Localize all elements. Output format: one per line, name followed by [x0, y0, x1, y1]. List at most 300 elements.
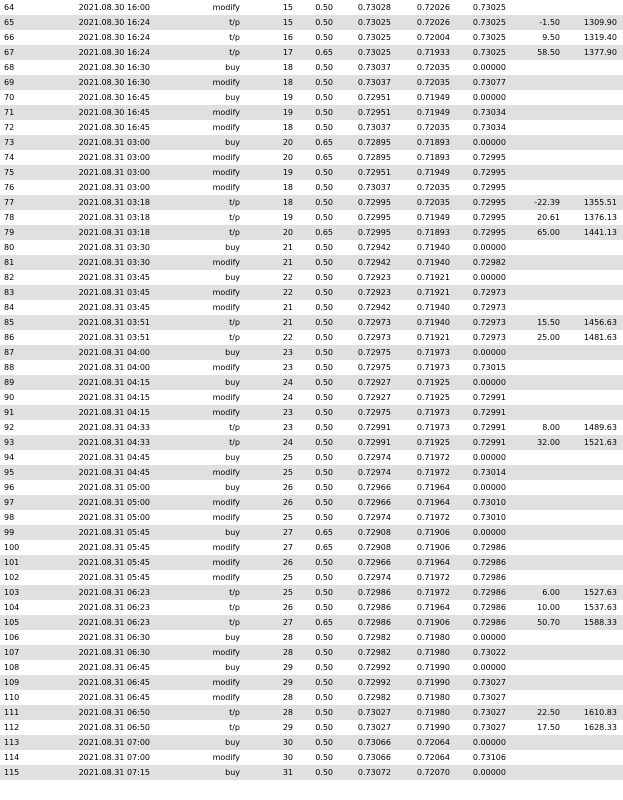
profit-cell: [510, 285, 564, 300]
type-cell: modify: [154, 405, 245, 420]
ticket-cell: 23: [245, 405, 301, 420]
price-cell: 0.72975: [338, 360, 395, 375]
profit-cell: [510, 135, 564, 150]
order-number: 67: [0, 45, 50, 60]
table-row: [0, 360, 623, 375]
sl-cell: 0.71964: [395, 555, 454, 570]
sl-cell: 0.72026: [395, 0, 454, 15]
profit-cell: [510, 495, 564, 510]
time-cell: 2021.08.31 03:51: [50, 315, 154, 330]
table-row: [0, 540, 623, 555]
sl-cell: 0.71980: [395, 630, 454, 645]
profit-cell: 20.61: [510, 210, 564, 225]
size-cell: 0.50: [301, 585, 338, 600]
balance-cell: [564, 90, 623, 105]
sl-cell: 0.71972: [395, 570, 454, 585]
type-cell: t/p: [154, 45, 245, 60]
size-cell: 0.50: [301, 690, 338, 705]
order-number: 86: [0, 330, 50, 345]
sl-cell: 0.71972: [395, 450, 454, 465]
price-cell: 0.72895: [338, 150, 395, 165]
table-row: [0, 105, 623, 120]
price-cell: 0.73066: [338, 735, 395, 750]
balance-cell: [564, 240, 623, 255]
balance-cell: 1610.83: [564, 705, 623, 720]
type-cell: buy: [154, 735, 245, 750]
time-cell: 2021.08.30 16:30: [50, 60, 154, 75]
tp-cell: 0.73025: [454, 45, 510, 60]
tp-cell: 0.00000: [454, 765, 510, 780]
size-cell: 0.50: [301, 120, 338, 135]
table-row: [0, 495, 623, 510]
type-cell: modify: [154, 150, 245, 165]
sl-cell: 0.71925: [395, 390, 454, 405]
time-cell: 2021.08.31 03:18: [50, 210, 154, 225]
tp-cell: 0.72995: [454, 150, 510, 165]
size-cell: 0.50: [301, 660, 338, 675]
order-number: 73: [0, 135, 50, 150]
balance-cell: [564, 750, 623, 765]
type-cell: buy: [154, 60, 245, 75]
price-cell: 0.72974: [338, 450, 395, 465]
table-row: [0, 120, 623, 135]
sl-cell: 0.71949: [395, 165, 454, 180]
balance-cell: 1376.13: [564, 210, 623, 225]
sl-cell: 0.71940: [395, 255, 454, 270]
time-cell: 2021.08.31 06:23: [50, 585, 154, 600]
type-cell: t/p: [154, 225, 245, 240]
order-number: 100: [0, 540, 50, 555]
price-cell: 0.73025: [338, 45, 395, 60]
sl-cell: 0.71990: [395, 720, 454, 735]
order-number: 82: [0, 270, 50, 285]
order-number: 96: [0, 480, 50, 495]
sl-cell: 0.72064: [395, 735, 454, 750]
balance-cell: [564, 660, 623, 675]
order-number: 71: [0, 105, 50, 120]
time-cell: 2021.08.30 16:24: [50, 15, 154, 30]
size-cell: 0.50: [301, 450, 338, 465]
profit-cell: [510, 75, 564, 90]
price-cell: 0.72923: [338, 285, 395, 300]
profit-cell: [510, 180, 564, 195]
table-row: [0, 705, 623, 720]
size-cell: 0.50: [301, 405, 338, 420]
balance-cell: 1319.40: [564, 30, 623, 45]
ticket-cell: 23: [245, 360, 301, 375]
table-row: [0, 30, 623, 45]
profit-cell: [510, 360, 564, 375]
ticket-cell: 29: [245, 675, 301, 690]
profit-cell: [510, 570, 564, 585]
type-cell: t/p: [154, 705, 245, 720]
table-row: [0, 585, 623, 600]
size-cell: 0.50: [301, 765, 338, 780]
tp-cell: 0.00000: [454, 660, 510, 675]
sl-cell: 0.72035: [395, 120, 454, 135]
order-number: 113: [0, 735, 50, 750]
ticket-cell: 29: [245, 720, 301, 735]
tp-cell: 0.72995: [454, 195, 510, 210]
time-cell: 2021.08.31 05:00: [50, 510, 154, 525]
balance-cell: [564, 555, 623, 570]
tp-cell: 0.00000: [454, 135, 510, 150]
tp-cell: 0.72995: [454, 180, 510, 195]
balance-cell: 1521.63: [564, 435, 623, 450]
ticket-cell: 22: [245, 270, 301, 285]
size-cell: 0.50: [301, 300, 338, 315]
profit-cell: 58.50: [510, 45, 564, 60]
order-number: 91: [0, 405, 50, 420]
order-number: 75: [0, 165, 50, 180]
order-number: 89: [0, 375, 50, 390]
price-cell: 0.72927: [338, 390, 395, 405]
sl-cell: 0.72035: [395, 75, 454, 90]
type-cell: modify: [154, 675, 245, 690]
time-cell: 2021.08.31 06:50: [50, 705, 154, 720]
time-cell: 2021.08.31 04:33: [50, 435, 154, 450]
order-number: 76: [0, 180, 50, 195]
type-cell: t/p: [154, 195, 245, 210]
size-cell: 0.50: [301, 420, 338, 435]
table-row: [0, 0, 623, 15]
balance-cell: [564, 540, 623, 555]
table-row: [0, 60, 623, 75]
balance-cell: [564, 525, 623, 540]
order-number: 64: [0, 0, 50, 15]
size-cell: 0.50: [301, 105, 338, 120]
time-cell: 2021.08.31 04:45: [50, 465, 154, 480]
ticket-cell: 19: [245, 210, 301, 225]
profit-cell: [510, 660, 564, 675]
type-cell: modify: [154, 105, 245, 120]
time-cell: 2021.08.30 16:30: [50, 75, 154, 90]
size-cell: 0.50: [301, 600, 338, 615]
balance-cell: [564, 405, 623, 420]
price-cell: 0.72966: [338, 495, 395, 510]
price-cell: 0.72895: [338, 135, 395, 150]
tp-cell: 0.73015: [454, 360, 510, 375]
time-cell: 2021.08.31 06:45: [50, 690, 154, 705]
tp-cell: 0.72986: [454, 600, 510, 615]
type-cell: buy: [154, 525, 245, 540]
price-cell: 0.72974: [338, 570, 395, 585]
price-cell: 0.72992: [338, 660, 395, 675]
size-cell: 0.50: [301, 720, 338, 735]
sl-cell: 0.71973: [395, 360, 454, 375]
sl-cell: 0.71921: [395, 330, 454, 345]
price-cell: 0.72986: [338, 615, 395, 630]
ticket-cell: 26: [245, 480, 301, 495]
sl-cell: 0.71949: [395, 105, 454, 120]
order-number: 88: [0, 360, 50, 375]
price-cell: 0.73037: [338, 180, 395, 195]
tp-cell: 0.73010: [454, 495, 510, 510]
time-cell: 2021.08.31 04:00: [50, 345, 154, 360]
time-cell: 2021.08.31 06:23: [50, 600, 154, 615]
sl-cell: 0.71949: [395, 210, 454, 225]
sl-cell: 0.71972: [395, 510, 454, 525]
order-number: 108: [0, 660, 50, 675]
tp-cell: 0.72995: [454, 165, 510, 180]
sl-cell: 0.71980: [395, 645, 454, 660]
price-cell: 0.72992: [338, 675, 395, 690]
size-cell: 0.50: [301, 495, 338, 510]
ticket-cell: 20: [245, 135, 301, 150]
sl-cell: 0.71906: [395, 540, 454, 555]
table-row: [0, 135, 623, 150]
ticket-cell: 27: [245, 525, 301, 540]
tp-cell: 0.73077: [454, 75, 510, 90]
price-cell: 0.73037: [338, 120, 395, 135]
price-cell: 0.72973: [338, 315, 395, 330]
order-number: 102: [0, 570, 50, 585]
table-row: [0, 570, 623, 585]
table-row: [0, 660, 623, 675]
type-cell: t/p: [154, 585, 245, 600]
size-cell: 0.50: [301, 435, 338, 450]
time-cell: 2021.08.30 16:45: [50, 105, 154, 120]
profit-cell: [510, 765, 564, 780]
balance-cell: [564, 645, 623, 660]
tp-cell: 0.00000: [454, 270, 510, 285]
type-cell: modify: [154, 0, 245, 15]
price-cell: 0.72982: [338, 630, 395, 645]
price-cell: 0.72951: [338, 165, 395, 180]
ticket-cell: 29: [245, 660, 301, 675]
size-cell: 0.50: [301, 675, 338, 690]
size-cell: 0.50: [301, 555, 338, 570]
order-number: 84: [0, 300, 50, 315]
ticket-cell: 20: [245, 150, 301, 165]
price-cell: 0.72973: [338, 330, 395, 345]
ticket-cell: 25: [245, 450, 301, 465]
ticket-cell: 24: [245, 435, 301, 450]
balance-cell: [564, 255, 623, 270]
price-cell: 0.72927: [338, 375, 395, 390]
time-cell: 2021.08.30 16:00: [50, 0, 154, 15]
type-cell: modify: [154, 555, 245, 570]
sl-cell: 0.71973: [395, 420, 454, 435]
balance-cell: [564, 390, 623, 405]
order-number: 65: [0, 15, 50, 30]
balance-cell: 1456.63: [564, 315, 623, 330]
ticket-cell: 27: [245, 615, 301, 630]
sl-cell: 0.72035: [395, 180, 454, 195]
profit-cell: -1.50: [510, 15, 564, 30]
profit-cell: [510, 390, 564, 405]
profit-cell: 8.00: [510, 420, 564, 435]
profit-cell: [510, 555, 564, 570]
ticket-cell: 27: [245, 540, 301, 555]
order-number: 107: [0, 645, 50, 660]
time-cell: 2021.08.31 05:45: [50, 555, 154, 570]
size-cell: 0.50: [301, 330, 338, 345]
ticket-cell: 28: [245, 630, 301, 645]
profit-cell: 17.50: [510, 720, 564, 735]
size-cell: 0.50: [301, 705, 338, 720]
order-number: 115: [0, 765, 50, 780]
order-number: 95: [0, 465, 50, 480]
time-cell: 2021.08.31 03:45: [50, 300, 154, 315]
balance-cell: [564, 570, 623, 585]
balance-cell: [564, 375, 623, 390]
price-cell: 0.72975: [338, 405, 395, 420]
type-cell: modify: [154, 180, 245, 195]
price-cell: 0.72951: [338, 90, 395, 105]
ticket-cell: 22: [245, 285, 301, 300]
ticket-cell: 17: [245, 45, 301, 60]
table-row: [0, 750, 623, 765]
table-row: [0, 600, 623, 615]
table-row: [0, 195, 623, 210]
ticket-cell: 25: [245, 510, 301, 525]
sl-cell: 0.71972: [395, 465, 454, 480]
table-row: [0, 255, 623, 270]
ticket-cell: 28: [245, 705, 301, 720]
order-number: 106: [0, 630, 50, 645]
size-cell: 0.65: [301, 135, 338, 150]
profit-cell: 32.00: [510, 435, 564, 450]
time-cell: 2021.08.31 04:33: [50, 420, 154, 435]
size-cell: 0.50: [301, 735, 338, 750]
ticket-cell: 18: [245, 120, 301, 135]
table-row: [0, 630, 623, 645]
ticket-cell: 23: [245, 420, 301, 435]
sl-cell: 0.71964: [395, 495, 454, 510]
sl-cell: 0.71964: [395, 480, 454, 495]
table-row: [0, 675, 623, 690]
order-number: 66: [0, 30, 50, 45]
time-cell: 2021.08.31 07:15: [50, 765, 154, 780]
time-cell: 2021.08.31 07:00: [50, 750, 154, 765]
ticket-cell: 24: [245, 375, 301, 390]
profit-cell: [510, 255, 564, 270]
profit-cell: [510, 375, 564, 390]
tp-cell: 0.73027: [454, 705, 510, 720]
tp-cell: 0.00000: [454, 525, 510, 540]
sl-cell: 0.72070: [395, 765, 454, 780]
balance-cell: [564, 180, 623, 195]
price-cell: 0.72991: [338, 435, 395, 450]
type-cell: t/p: [154, 720, 245, 735]
balance-cell: 1355.51: [564, 195, 623, 210]
balance-cell: 1527.63: [564, 585, 623, 600]
profit-cell: [510, 240, 564, 255]
order-number: 81: [0, 255, 50, 270]
tp-cell: 0.73022: [454, 645, 510, 660]
time-cell: 2021.08.31 06:30: [50, 645, 154, 660]
table-row: [0, 465, 623, 480]
table-row: [0, 555, 623, 570]
price-cell: 0.73028: [338, 0, 395, 15]
ticket-cell: 31: [245, 765, 301, 780]
type-cell: buy: [154, 270, 245, 285]
type-cell: modify: [154, 255, 245, 270]
type-cell: buy: [154, 630, 245, 645]
table-row: [0, 645, 623, 660]
price-cell: 0.73025: [338, 15, 395, 30]
price-cell: 0.72942: [338, 240, 395, 255]
profit-cell: [510, 345, 564, 360]
tp-cell: 0.73025: [454, 30, 510, 45]
ticket-cell: 18: [245, 60, 301, 75]
balance-cell: [564, 75, 623, 90]
tp-cell: 0.72986: [454, 540, 510, 555]
price-cell: 0.72974: [338, 465, 395, 480]
sl-cell: 0.71940: [395, 315, 454, 330]
size-cell: 0.50: [301, 165, 338, 180]
sl-cell: 0.71893: [395, 135, 454, 150]
size-cell: 0.50: [301, 285, 338, 300]
type-cell: modify: [154, 510, 245, 525]
time-cell: 2021.08.31 06:45: [50, 660, 154, 675]
ticket-cell: 30: [245, 735, 301, 750]
ticket-cell: 28: [245, 690, 301, 705]
price-cell: 0.72974: [338, 510, 395, 525]
type-cell: buy: [154, 135, 245, 150]
balance-cell: 1588.33: [564, 615, 623, 630]
tp-cell: 0.72986: [454, 585, 510, 600]
tp-cell: 0.00000: [454, 90, 510, 105]
balance-cell: [564, 360, 623, 375]
balance-cell: [564, 105, 623, 120]
price-cell: 0.72942: [338, 300, 395, 315]
type-cell: buy: [154, 90, 245, 105]
ticket-cell: 26: [245, 495, 301, 510]
order-number: 98: [0, 510, 50, 525]
order-number: 72: [0, 120, 50, 135]
type-cell: modify: [154, 300, 245, 315]
balance-cell: 1441.13: [564, 225, 623, 240]
size-cell: 0.50: [301, 570, 338, 585]
order-number: 112: [0, 720, 50, 735]
sl-cell: 0.72035: [395, 195, 454, 210]
type-cell: modify: [154, 690, 245, 705]
price-cell: 0.72982: [338, 690, 395, 705]
ticket-cell: 16: [245, 30, 301, 45]
tp-cell: 0.72991: [454, 420, 510, 435]
ticket-cell: 30: [245, 750, 301, 765]
balance-cell: [564, 345, 623, 360]
ticket-cell: 25: [245, 465, 301, 480]
time-cell: 2021.08.31 03:30: [50, 240, 154, 255]
size-cell: 0.50: [301, 195, 338, 210]
tp-cell: 0.73025: [454, 15, 510, 30]
balance-cell: [564, 300, 623, 315]
type-cell: buy: [154, 765, 245, 780]
size-cell: 0.50: [301, 240, 338, 255]
size-cell: 0.50: [301, 390, 338, 405]
profit-cell: 10.00: [510, 600, 564, 615]
order-number: 90: [0, 390, 50, 405]
time-cell: 2021.08.31 04:15: [50, 405, 154, 420]
price-cell: 0.73027: [338, 705, 395, 720]
tp-cell: 0.72982: [454, 255, 510, 270]
sl-cell: 0.71933: [395, 45, 454, 60]
order-number: 68: [0, 60, 50, 75]
tp-cell: 0.00000: [454, 480, 510, 495]
size-cell: 0.65: [301, 225, 338, 240]
profit-cell: [510, 645, 564, 660]
size-cell: 0.50: [301, 0, 338, 15]
time-cell: 2021.08.31 05:45: [50, 570, 154, 585]
order-number: 77: [0, 195, 50, 210]
tp-cell: 0.00000: [454, 450, 510, 465]
order-number: 79: [0, 225, 50, 240]
profit-cell: 50.70: [510, 615, 564, 630]
type-cell: modify: [154, 360, 245, 375]
